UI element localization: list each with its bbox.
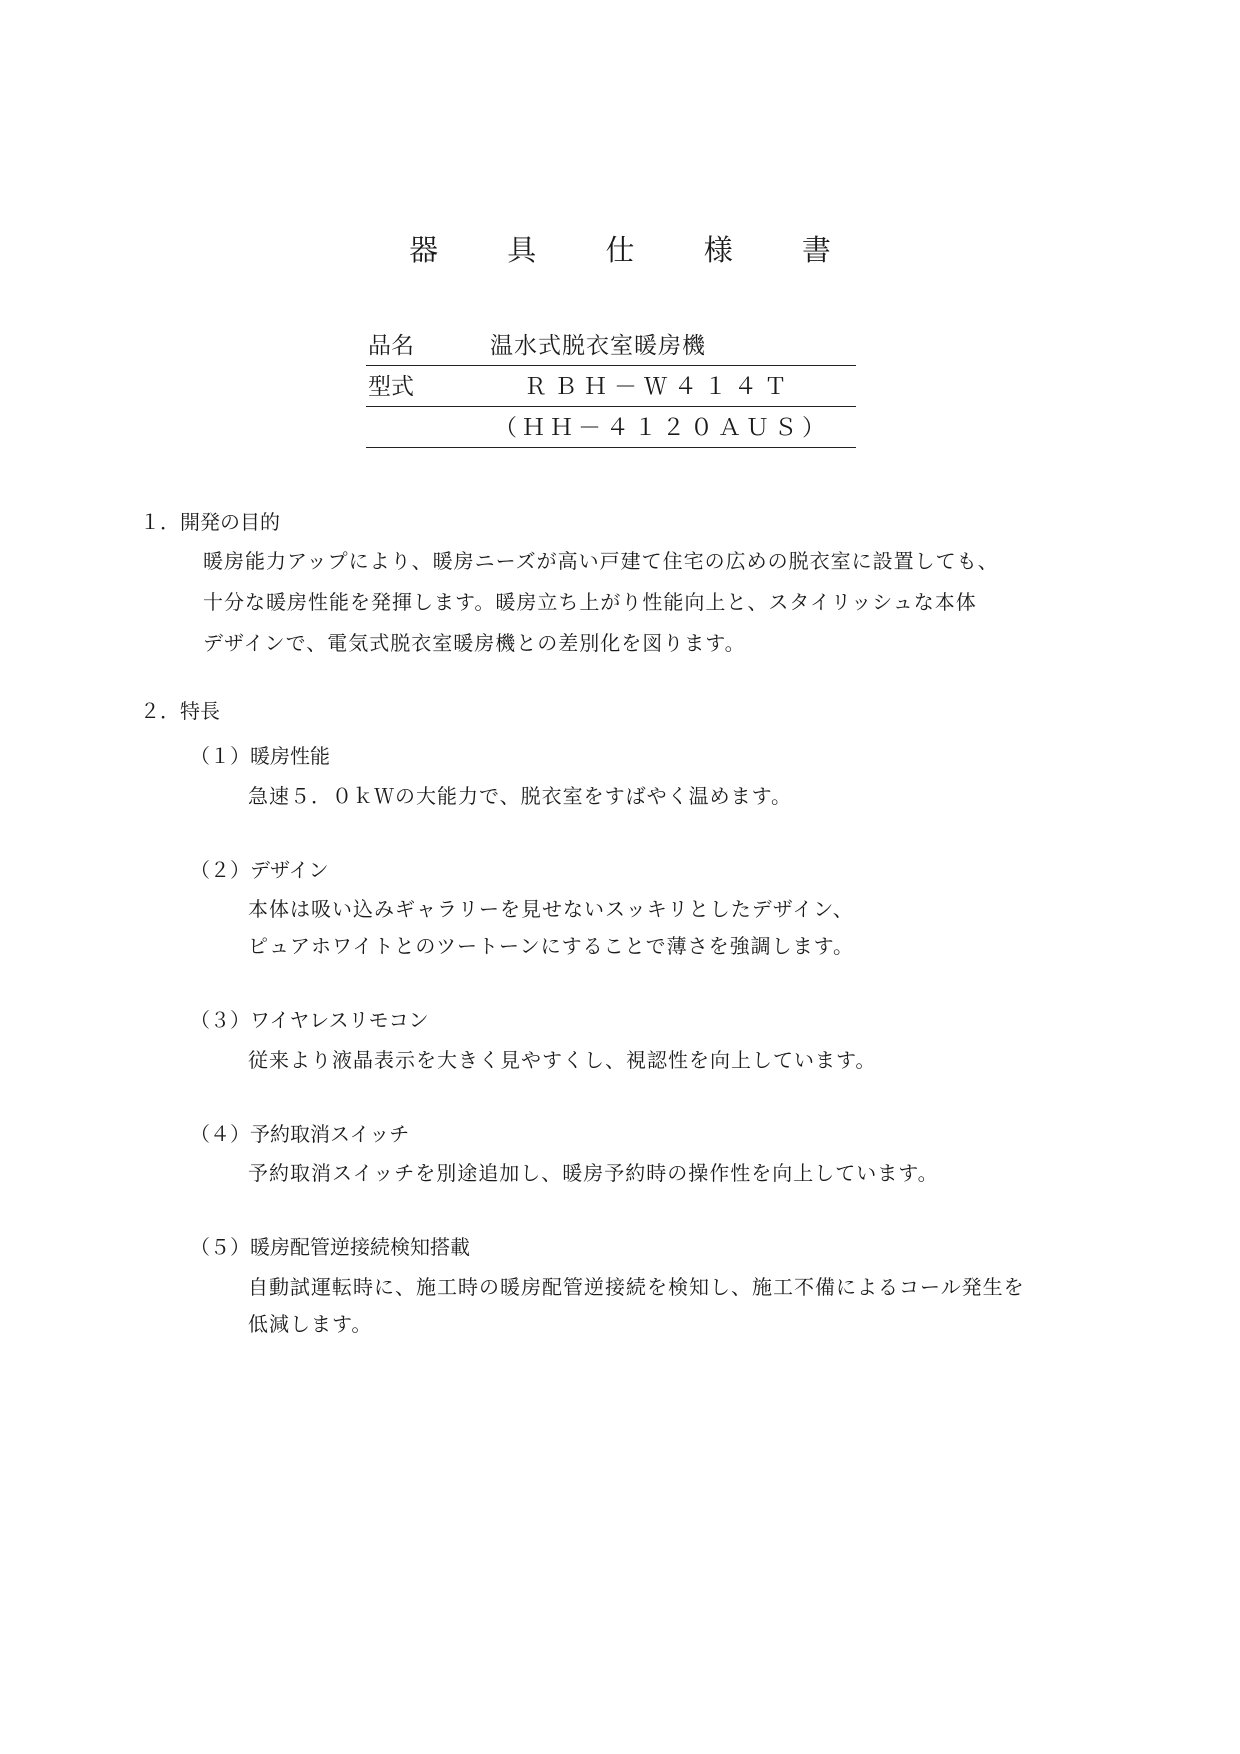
- model-label: 型式: [368, 374, 414, 400]
- feature-line: 予約取消スイッチを別途追加し、暖房予約時の操作性を向上しています。: [248, 1161, 939, 1185]
- section1-line: 暖房能力アップにより、暖房ニーズが高い戸建て住宅の広めの脱衣室に設置しても、: [203, 549, 999, 573]
- section1-line: 十分な暖房性能を発揮します。暖房立ち上がり性能向上と、スタイリッシュな本体: [203, 590, 977, 614]
- model-value: ＲＢＨ－Ｗ４１４Ｔ: [524, 374, 794, 400]
- section2-heading: ２．特長: [140, 699, 220, 723]
- feature-line: 従来より液晶表示を大きく見やすくし、視認性を向上しています。: [248, 1048, 877, 1072]
- name-value: 温水式脱衣室暖房機: [490, 333, 706, 359]
- name-label: 品名: [368, 333, 414, 359]
- spec-row-model-alt: [366, 407, 856, 448]
- section1-line: デザインで、電気式脱衣室暖房機との差別化を図ります。: [203, 631, 746, 655]
- feature-title: （２）デザイン: [190, 858, 329, 882]
- spec-table: [366, 325, 856, 448]
- page-title: 器 具 仕 様 書: [409, 233, 861, 267]
- feature-line: 低減します。: [248, 1312, 373, 1336]
- model-value-alt: （ＨＨ－４１２０ＡＵＳ）: [494, 415, 830, 441]
- feature-title: （３）ワイヤレスリモコン: [190, 1008, 429, 1032]
- spec-row-name: [366, 325, 856, 366]
- feature-title: （１）暖房性能: [190, 744, 330, 768]
- feature-title: （４）予約取消スイッチ: [190, 1122, 410, 1146]
- spec-row-model: [366, 366, 856, 407]
- section1-heading: １．開発の目的: [140, 510, 280, 534]
- feature-line: 本体は吸い込みギャラリーを見せないスッキリとしたデザイン、: [248, 897, 854, 921]
- feature-line: 自動試運転時に、施工時の暖房配管逆接続を検知し、施工不備によるコール発生を: [248, 1275, 1025, 1299]
- feature-line: 急速５．０ｋＷの大能力で、脱衣室をすばやく温めます。: [248, 784, 792, 808]
- feature-line: ピュアホワイトとのツートーンにすることで薄さを強調します。: [248, 934, 854, 958]
- feature-title: （５）暖房配管逆接続検知搭載: [190, 1235, 470, 1259]
